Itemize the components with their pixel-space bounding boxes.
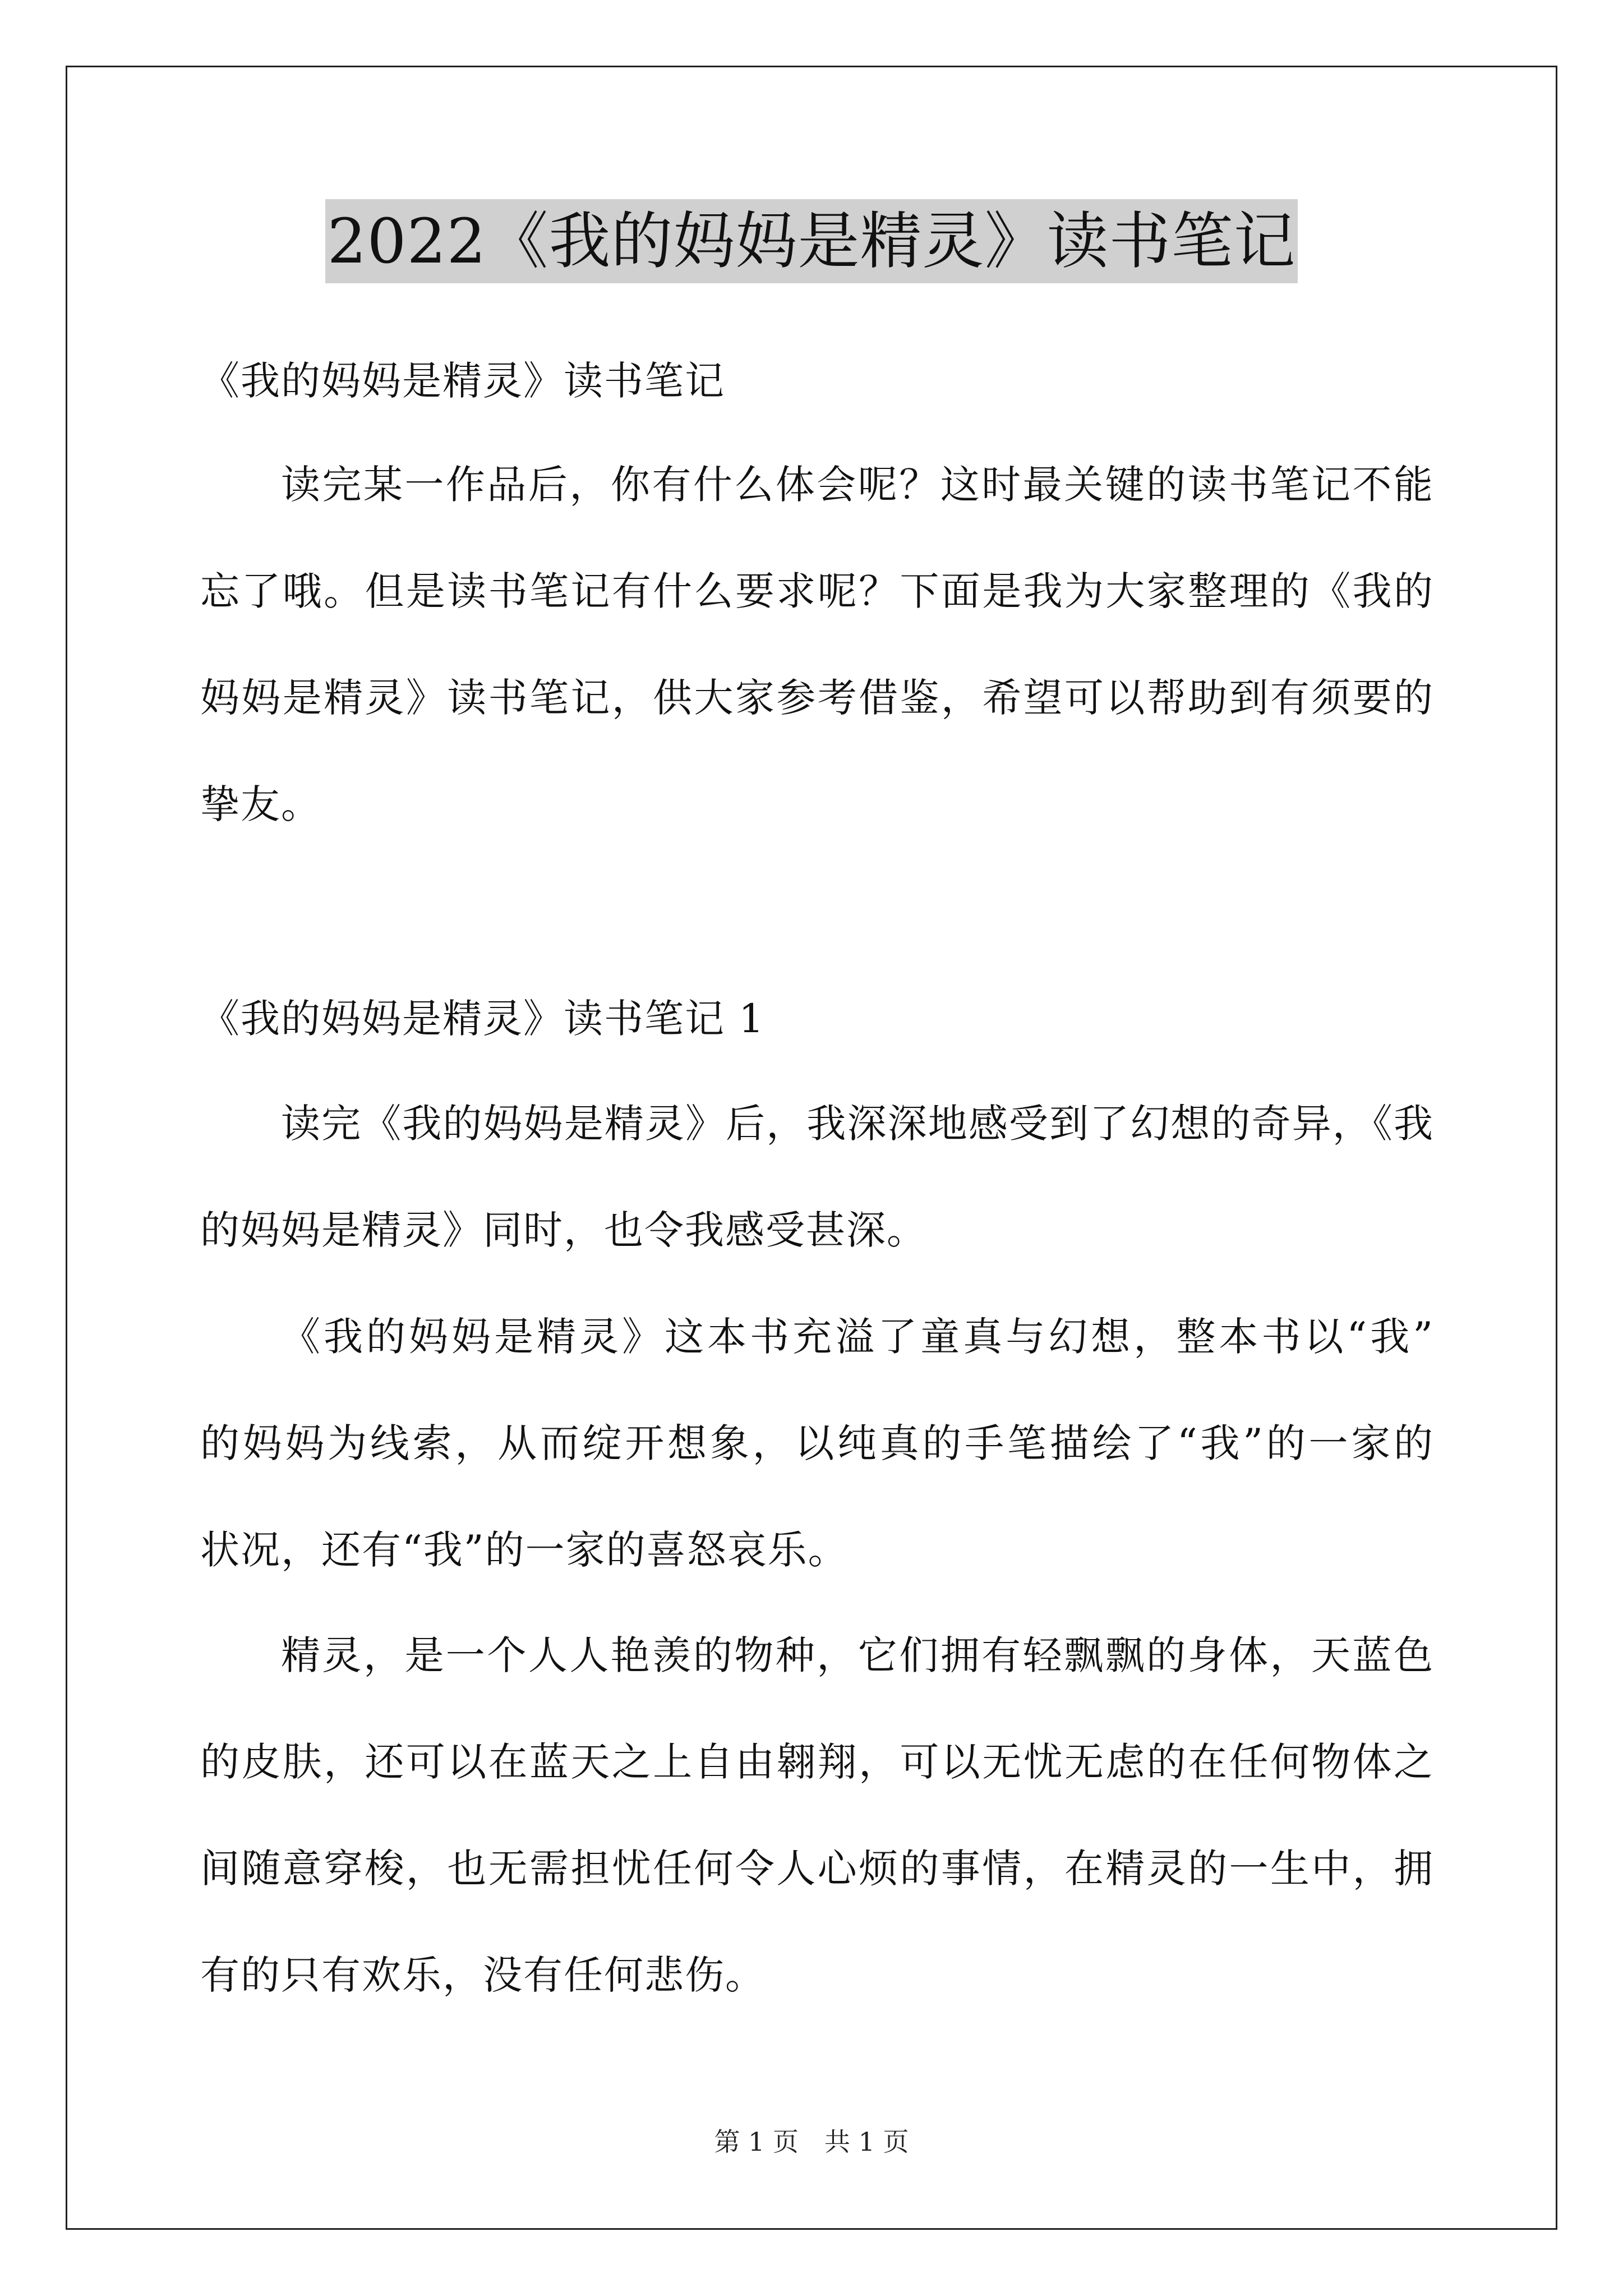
paragraph-3-line: 间随意穿梭，也无需担忧任何令人心烦的事情，在精灵的一生中，拥 [200,1846,1434,1892]
intro-line: 读完某一作品后，你有什么体会呢？这时最关键的读书笔记不能 [281,462,1434,508]
document-title: 2022《我的妈妈是精灵》读书笔记 [325,199,1298,283]
subtitle: 《我的妈妈是精灵》读书笔记 [200,358,725,404]
page-footer [0,2125,1623,2159]
paragraph-3-line: 的皮肤，还可以在蓝天之上自由翱翔，可以无忧无虑的在任何物体之 [200,1739,1434,1785]
paragraph-3-line: 精灵，是一个人人艳羡的物种，它们拥有轻飘飘的身体，天蓝色 [281,1632,1434,1678]
paragraph-1-line: 读完《我的妈妈是精灵》后，我深深地感受到了幻想的奇异，《我 [281,1101,1434,1147]
section-heading: 《我的妈妈是精灵》读书笔记 1 [200,996,765,1042]
intro-line: 忘了哦。但是读书笔记有什么要求呢？下面是我为大家整理的《我的 [200,568,1434,614]
title-container [0,199,1623,283]
intro-line: 挚友。 [200,781,321,827]
page-total: 共 1 页 [824,2127,909,2157]
paragraph-2-line: 的妈妈为线索，从而绽开想象，以纯真的手笔描绘了“我”的一家的 [200,1420,1434,1466]
page-number: 第 1 页 [714,2127,799,2157]
paragraph-3-line: 有的只有欢乐，没有任何悲伤。 [200,1952,766,1998]
paragraph-2-line: 《我的妈妈是精灵》这本书充溢了童真与幻想，整本书以“我” [281,1314,1434,1360]
paragraph-2-line: 状况，还有“我”的一家的喜怒哀乐。 [200,1527,849,1573]
paragraph-1-line: 的妈妈是精灵》同时，也令我感受甚深。 [200,1207,927,1253]
intro-line: 妈妈是精灵》读书笔记，供大家参考借鉴，希望可以帮助到有须要的 [200,675,1434,721]
